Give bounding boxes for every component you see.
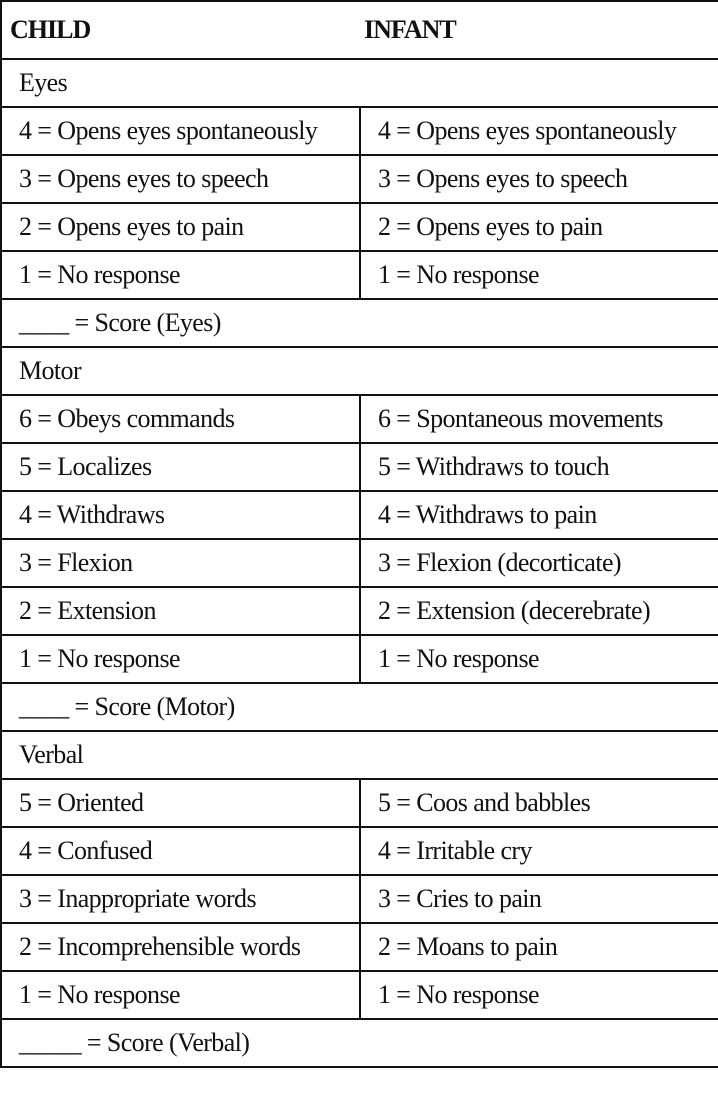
child-cell: 4 = Opens eyes spontaneously xyxy=(1,107,360,155)
score-row xyxy=(1,683,718,731)
infant-cell: 6 = Spontaneous movements xyxy=(360,395,718,443)
child-cell: 5 = Oriented xyxy=(1,779,360,827)
infant-cell: 1 = No response xyxy=(360,251,718,299)
child-cell: 1 = No response xyxy=(1,971,360,1019)
infant-cell: 4 = Irritable cry xyxy=(360,827,718,875)
child-cell: 3 = Opens eyes to speech xyxy=(1,155,360,203)
infant-cell: 2 = Moans to pain xyxy=(360,923,718,971)
table-row xyxy=(1,779,718,827)
child-cell: 2 = Opens eyes to pain xyxy=(1,203,360,251)
table-row xyxy=(1,155,718,203)
table-row xyxy=(1,923,718,971)
score-row xyxy=(1,1019,718,1067)
child-cell: 2 = Extension xyxy=(1,587,360,635)
child-cell: 5 = Localizes xyxy=(1,443,360,491)
score-motor: ____ = Score (Motor) xyxy=(1,683,718,731)
section-title-row xyxy=(1,347,718,395)
infant-cell: 3 = Flexion (decorticate) xyxy=(360,539,718,587)
table-row xyxy=(1,491,718,539)
infant-cell: 5 = Withdraws to touch xyxy=(360,443,718,491)
table-header-row xyxy=(1,1,718,59)
table-row xyxy=(1,251,718,299)
infant-cell: 4 = Opens eyes spontaneously xyxy=(360,107,718,155)
child-cell: 3 = Inappropriate words xyxy=(1,875,360,923)
table-row xyxy=(1,971,718,1019)
section-title-row xyxy=(1,59,718,107)
section-title-row xyxy=(1,731,718,779)
infant-cell: 4 = Withdraws to pain xyxy=(360,491,718,539)
header-infant: INFANT xyxy=(360,1,718,59)
score-row xyxy=(1,299,718,347)
infant-cell: 5 = Coos and babbles xyxy=(360,779,718,827)
table-row xyxy=(1,587,718,635)
table-row xyxy=(1,443,718,491)
table-row xyxy=(1,635,718,683)
section-title-motor: Motor xyxy=(1,347,718,395)
table-row xyxy=(1,827,718,875)
infant-cell: 3 = Opens eyes to speech xyxy=(360,155,718,203)
score-eyes: ____ = Score (Eyes) xyxy=(1,299,718,347)
section-title-verbal: Verbal xyxy=(1,731,718,779)
infant-cell: 3 = Cries to pain xyxy=(360,875,718,923)
table-row xyxy=(1,203,718,251)
child-cell: 6 = Obeys commands xyxy=(1,395,360,443)
section-title-eyes: Eyes xyxy=(1,59,718,107)
table-row xyxy=(1,395,718,443)
child-cell: 1 = No response xyxy=(1,251,360,299)
table-row xyxy=(1,875,718,923)
child-cell: 4 = Withdraws xyxy=(1,491,360,539)
child-cell: 3 = Flexion xyxy=(1,539,360,587)
infant-cell: 1 = No response xyxy=(360,971,718,1019)
child-cell: 1 = No response xyxy=(1,635,360,683)
infant-cell: 2 = Opens eyes to pain xyxy=(360,203,718,251)
infant-cell: 1 = No response xyxy=(360,635,718,683)
header-child: CHILD xyxy=(1,1,360,59)
child-cell: 4 = Confused xyxy=(1,827,360,875)
child-cell: 2 = Incomprehensible words xyxy=(1,923,360,971)
score-verbal: _____ = Score (Verbal) xyxy=(1,1019,718,1067)
infant-cell: 2 = Extension (decerebrate) xyxy=(360,587,718,635)
table-row xyxy=(1,107,718,155)
table-row xyxy=(1,539,718,587)
